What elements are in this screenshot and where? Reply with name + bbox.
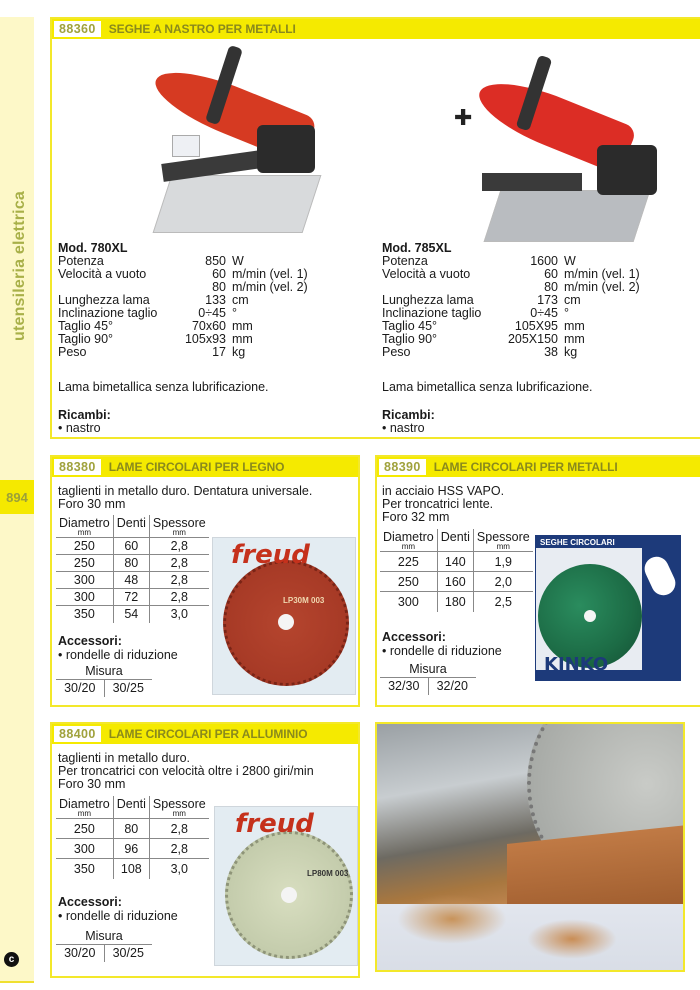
spec-row: Taglio 90° 105x93 mm (58, 332, 253, 346)
freud-wood-blade-image: freud LP30M 003 (212, 537, 356, 695)
page-number: 894 (0, 480, 34, 514)
spec-row: Taglio 90° 205X150 mm (382, 332, 585, 346)
table-row: 350 54 3,0 (56, 606, 209, 623)
description-line: Foro 30 mm (58, 777, 126, 791)
blade-table: Diametro mm Denti Spessore mm 250 80 2,8 300 96 2,8 350 108 3,0 (56, 796, 209, 879)
spec-table-780xl (58, 255, 308, 359)
table-row: 225 140 1,9 (380, 552, 533, 572)
spec-row: Potenza 850 W (58, 254, 244, 268)
measure-table: Misura 30/20 30/25 (56, 663, 152, 697)
accessories-label: Accessori: (58, 895, 122, 909)
product-code: 88390 (379, 459, 426, 475)
product-header (52, 724, 358, 744)
model-name: Mod. 780XL (58, 241, 128, 255)
description-line: taglienti in metallo duro. (58, 751, 191, 765)
product-header (377, 457, 700, 477)
accessories-label: Accessori: (382, 630, 446, 644)
description-line: Per troncatrici lente. (382, 497, 494, 511)
product-title: LAME CIRCOLARI PER METALLI (433, 460, 618, 474)
table-row: 250 80 2,8 (56, 819, 209, 839)
spares-item: • nastro (58, 421, 101, 435)
table-row: 250 160 2,0 (380, 572, 533, 592)
product-88390 (375, 455, 700, 707)
product-title: LAME CIRCOLARI PER LEGNO (108, 460, 285, 474)
product-88380 (50, 455, 360, 707)
product-title: SEGHE A NASTRO PER METALLI (108, 22, 296, 36)
table-row: 300 72 2,8 (56, 589, 209, 606)
product-88360 (50, 17, 700, 439)
kinko-metal-blade-image: SEGHE CIRCOLARI KINKO (535, 535, 681, 681)
spares-label: Ricambi: (58, 408, 111, 422)
spec-row: Lunghezza lama 173 cm (382, 293, 581, 307)
accessories-item: • rondelle di riduzione (382, 644, 502, 658)
product-code: 88380 (54, 459, 101, 475)
bandsaw-785xl-image: ✚ (452, 45, 682, 245)
measure-table: Misura 32/30 32/20 (380, 661, 476, 695)
spec-row: 80 m/min (vel. 2) (212, 280, 308, 294)
product-88400 (50, 722, 360, 978)
spec-row: Taglio 45° 105X95 mm (382, 319, 585, 333)
table-row: 300 96 2,8 (56, 839, 209, 859)
product-header (52, 457, 358, 477)
description-line: Foro 32 mm (382, 510, 450, 524)
freud-aluminium-blade-image: freud LP80M 003 (214, 806, 358, 966)
model-note: Lama bimetallica senza lubrificazione. (382, 380, 593, 394)
spec-row: Taglio 45° 70x60 mm (58, 319, 253, 333)
product-header (52, 19, 700, 39)
measure-table: Misura 30/20 30/25 (56, 928, 152, 962)
table-row: 300 180 2,5 (380, 592, 533, 612)
spec-row: Velocità a vuoto 60 m/min (vel. 1) (382, 267, 640, 281)
blade-table: Diametro mm Denti Spessore mm 225 140 1,9 250 160 2,0 300 180 2,5 (380, 529, 533, 612)
table-row: 250 80 2,8 (56, 555, 209, 572)
description-line: Per troncatrici con velocità oltre i 2800 giri/min (58, 764, 314, 778)
product-title: LAME CIRCOLARI PER ALLUMINIO (108, 727, 308, 741)
spec-row: Inclinazione taglio 0÷45 ° (58, 306, 237, 320)
accessories-item: • rondelle di riduzione (58, 909, 178, 923)
sawing-wood-photo (377, 724, 683, 970)
description-line: taglienti in metallo duro. Dentatura universale. (58, 484, 313, 498)
product-code: 88400 (54, 726, 101, 742)
table-row: 350 108 3,0 (56, 859, 209, 879)
product-code: 88360 (54, 21, 101, 37)
spec-row: Velocità a vuoto 60 m/min (vel. 1) (58, 267, 308, 281)
spec-row: 80 m/min (vel. 2) (544, 280, 640, 294)
spares-item: • nastro (382, 421, 425, 435)
table-row: 300 48 2,8 (56, 572, 209, 589)
description-line: Foro 30 mm (58, 497, 126, 511)
blade-table: Diametro mm Denti Spessore mm 250 60 2,8 250 80 2,8 300 48 2,8 300 72 2,8 350 54 3,0 (56, 515, 209, 623)
section-label: utensileria elettrica (11, 190, 28, 342)
spec-row: Lunghezza lama 133 cm (58, 293, 249, 307)
spares-label: Ricambi: (382, 408, 435, 422)
spec-row: Peso 17 kg (58, 345, 246, 359)
description-line: in acciaio HSS VAPO. (382, 484, 505, 498)
spec-table-785xl (382, 255, 640, 359)
spec-row: Peso 38 kg (382, 345, 578, 359)
accessories-item: • rondelle di riduzione (58, 648, 178, 662)
model-note: Lama bimetallica senza lubrificazione. (58, 380, 269, 394)
model-name: Mod. 785XL (382, 241, 452, 255)
copyright-icon: c (4, 952, 19, 967)
bandsaw-780xl-image (122, 45, 352, 245)
spec-row: Potenza 1600 W (382, 254, 576, 268)
table-row: 250 60 2,8 (56, 538, 209, 555)
spec-row: Inclinazione taglio 0÷45 ° (382, 306, 569, 320)
accessories-label: Accessori: (58, 634, 122, 648)
